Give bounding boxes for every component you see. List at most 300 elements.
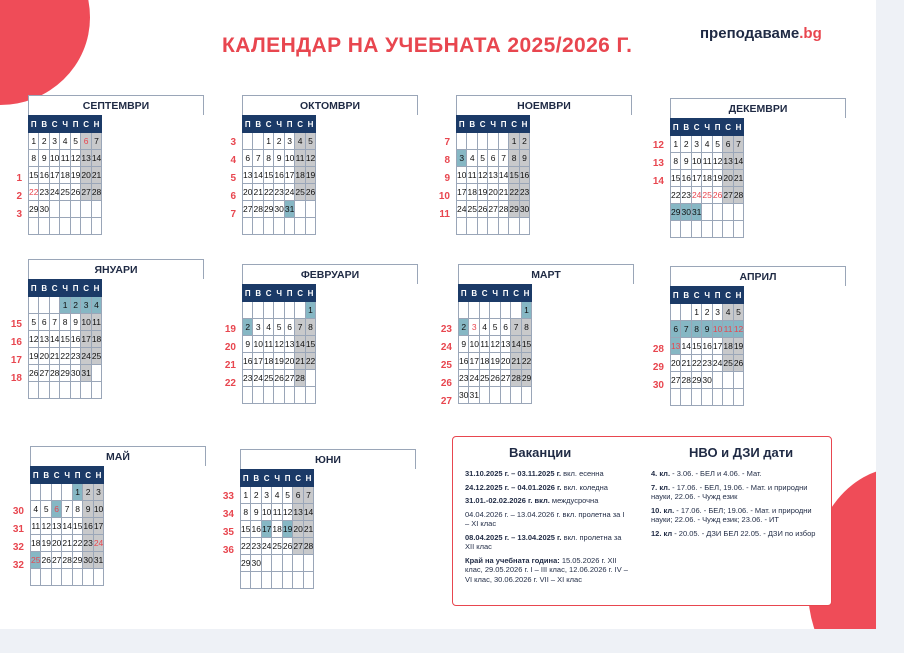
day-cell: 23 [459,370,469,387]
info-line: 04.04.2026 г. – 13.04.2026 г. вкл. пролетна за I – XI клас [465,509,625,528]
day-cell [253,302,263,319]
logo[interactable] [700,25,822,42]
week-number: 33 [222,491,234,502]
week-number: 21 [224,360,236,371]
weekday-header: С [49,280,59,297]
weekday-header: П [671,119,681,136]
day-cell: 10 [261,504,271,521]
day-cell [702,221,712,238]
week-number: 7 [444,137,450,148]
day-cell: 25 [467,201,477,218]
day-cell: 18 [263,353,273,370]
weekday-header: С [295,285,305,302]
day-cell [253,133,263,150]
day-cell: 21 [733,170,743,187]
weekday-header: С [691,119,701,136]
day-cell [41,569,51,586]
day-cell [293,555,303,572]
day-cell: 29 [241,555,251,572]
day-cell: 26 [41,552,51,569]
month-table [28,115,102,235]
day-cell: 4 [60,133,70,150]
day-cell: 18 [479,353,489,370]
day-cell [295,387,305,404]
day-cell: 3 [93,484,103,501]
day-cell [284,218,294,235]
week-number: 32 [12,560,24,571]
day-cell [457,133,467,150]
day-cell: 19 [490,353,500,370]
day-cell: 30 [681,204,691,221]
day-cell: 27 [39,365,49,382]
day-cell: 6 [243,150,253,167]
day-cell: 5 [712,136,722,153]
day-cell: 27 [284,370,294,387]
day-cell: 19 [305,167,315,184]
day-cell: 8 [509,150,519,167]
week-number: 34 [222,509,234,520]
day-cell [284,302,294,319]
day-cell: 2 [251,487,261,504]
day-cell: 12 [41,518,51,535]
day-cell: 4 [295,133,305,150]
day-cell: 29 [60,365,70,382]
day-cell: 29 [263,201,273,218]
day-cell: 16 [83,518,93,535]
day-cell [295,302,305,319]
day-cell: 24 [469,370,479,387]
day-cell: 21 [511,353,521,370]
day-cell: 11 [91,314,101,331]
logo-suffix: .bg [799,25,822,42]
week-number: 30 [652,380,664,391]
weekday-header: Н [303,470,313,487]
month-name: МАРТ [458,264,634,284]
day-cell [500,387,510,404]
day-cell: 16 [251,521,261,538]
day-cell [282,555,292,572]
day-cell: 3 [284,133,294,150]
day-cell: 14 [253,167,263,184]
day-cell [712,372,722,389]
weekday-header: С [477,116,487,133]
day-cell: 28 [498,201,508,218]
day-cell: 8 [72,501,82,518]
month-name: ОКТОМВРИ [242,95,418,115]
day-cell: 25 [723,355,733,372]
day-cell: 25 [272,538,282,555]
day-cell: 29 [671,204,681,221]
day-cell [49,218,59,235]
day-cell: 4 [272,487,282,504]
day-cell [305,218,315,235]
day-cell: 6 [51,501,61,518]
day-cell [521,387,531,404]
day-cell: 30 [39,201,49,218]
weekday-header: Н [733,287,743,304]
day-cell [488,218,498,235]
day-cell: 20 [723,170,733,187]
week-number: 22 [224,378,236,389]
weekday-header: Н [305,285,315,302]
day-cell [93,569,103,586]
day-cell: 9 [702,321,712,338]
month-name: МАЙ [30,446,206,466]
week-number: 23 [440,324,452,335]
day-cell [274,218,284,235]
week-number: 16 [10,337,22,348]
day-cell: 25 [479,370,489,387]
month-table [242,115,316,235]
day-cell: 29 [521,370,531,387]
day-cell: 8 [60,314,70,331]
week-number: 31 [12,524,24,535]
day-cell: 27 [293,538,303,555]
week-number: 20 [224,342,236,353]
weekday-header: С [263,285,273,302]
day-cell: 25 [702,187,712,204]
day-cell: 14 [295,336,305,353]
day-cell [295,201,305,218]
day-cell [243,387,253,404]
day-cell: 6 [39,314,49,331]
weekday-header: С [509,116,519,133]
day-cell: 17 [261,521,271,538]
day-cell: 31 [93,552,103,569]
weekday-header: П [712,119,722,136]
day-cell: 4 [479,319,489,336]
day-cell: 8 [521,319,531,336]
day-cell: 25 [263,370,273,387]
day-cell: 17 [93,518,103,535]
day-cell: 24 [81,348,91,365]
info-line: 7. кл. - 17.06. - БЕЛ, 19.06. - Мат. и природни науки, 22.06. - Чужд език [651,482,808,501]
day-cell [49,382,59,399]
day-cell: 12 [490,336,500,353]
weekday-header: П [243,285,253,302]
day-cell: 17 [49,167,59,184]
weekday-header: Н [733,119,743,136]
month-table [240,469,314,589]
day-cell: 7 [253,150,263,167]
weekday-header: П [284,285,294,302]
day-cell: 9 [681,153,691,170]
weekday-header: П [72,467,82,484]
day-cell: 19 [274,353,284,370]
day-cell [477,218,487,235]
day-cell: 13 [723,153,733,170]
day-cell: 26 [477,201,487,218]
day-cell [691,221,701,238]
day-cell: 3 [712,304,722,321]
weekday-header: С [81,116,91,133]
week-number: 29 [652,362,664,373]
weekday-header: Ч [488,116,498,133]
weekday-header: Ч [274,285,284,302]
day-cell: 13 [51,518,61,535]
week-number: 6 [230,191,236,202]
day-cell [274,387,284,404]
day-cell: 16 [459,353,469,370]
weekday-header: П [500,285,510,302]
nvo-title: НВО и ДЗИ дати [689,445,794,460]
weekday-header: Н [93,467,103,484]
week-number: 26 [440,378,452,389]
day-cell: 22 [29,184,39,201]
day-cell: 11 [60,150,70,167]
day-cell: 5 [41,501,51,518]
weekday-header: С [295,116,305,133]
day-cell [31,569,41,586]
day-cell [49,201,59,218]
weekday-header: С [293,470,303,487]
day-cell [253,218,263,235]
week-number: 18 [10,373,22,384]
day-cell: 10 [253,336,263,353]
day-cell: 19 [733,338,743,355]
day-cell [671,221,681,238]
day-cell: 1 [691,304,701,321]
day-cell [305,370,315,387]
day-cell: 6 [293,487,303,504]
day-cell [261,572,271,589]
day-cell: 28 [91,184,101,201]
weekday-header: П [498,116,508,133]
day-cell: 11 [272,504,282,521]
week-number: 17 [10,355,22,366]
day-cell [293,572,303,589]
day-cell: 22 [691,355,701,372]
day-cell: 9 [274,150,284,167]
day-cell: 14 [49,331,59,348]
day-cell: 11 [467,167,477,184]
day-cell: 7 [681,321,691,338]
week-number: 3 [16,209,22,220]
day-cell: 13 [39,331,49,348]
day-cell: 12 [29,331,39,348]
day-cell [305,387,315,404]
day-cell: 1 [305,302,315,319]
day-cell: 15 [60,331,70,348]
day-cell [60,201,70,218]
info-line: Край на учебната година: 15.05.2026 г. XII клас, 29.05.2026 г. I – III клас, 12.06.2026 г. IV – VI клас, 30.06.2026 г. VII – XI клас [465,555,628,584]
weekday-header: Ч [274,116,284,133]
day-cell: 28 [511,370,521,387]
day-cell: 23 [681,187,691,204]
day-cell: 28 [733,187,743,204]
info-line: 24.12.2025 г. – 04.01.2026 г. вкл. коледна [465,482,608,492]
day-cell [243,302,253,319]
weekday-header: П [712,287,722,304]
day-cell: 12 [274,336,284,353]
weekday-header: В [681,287,691,304]
day-cell: 5 [29,314,39,331]
day-cell: 7 [62,501,72,518]
day-cell: 22 [305,353,315,370]
day-cell: 30 [251,555,261,572]
day-cell: 15 [72,518,82,535]
day-cell [511,302,521,319]
day-cell [681,389,691,406]
day-cell: 5 [282,487,292,504]
day-cell: 30 [702,372,712,389]
week-number: 2 [16,191,22,202]
weekday-header: П [671,287,681,304]
day-cell: 29 [509,201,519,218]
weekday-header: Н [91,280,101,297]
weekday-header: Н [521,285,531,302]
day-cell [702,204,712,221]
day-cell: 14 [733,153,743,170]
day-cell [500,302,510,319]
day-cell: 13 [671,338,681,355]
day-cell [72,569,82,586]
day-cell: 11 [263,336,273,353]
day-cell: 7 [295,319,305,336]
day-cell: 30 [83,552,93,569]
day-cell: 22 [671,187,681,204]
day-cell: 5 [733,304,743,321]
day-cell: 29 [691,372,701,389]
weekday-header: С [723,119,733,136]
day-cell: 6 [500,319,510,336]
weekday-header: П [282,470,292,487]
day-cell: 2 [70,297,80,314]
day-cell: 18 [295,167,305,184]
day-cell: 13 [500,336,510,353]
day-cell: 21 [253,184,263,201]
day-cell: 2 [39,133,49,150]
weekday-header: С [261,470,271,487]
day-cell: 11 [723,321,733,338]
day-cell [282,572,292,589]
day-cell: 11 [31,518,41,535]
day-cell: 26 [70,184,80,201]
day-cell [243,218,253,235]
day-cell: 4 [31,501,41,518]
decorative-blob-top-left [0,0,90,105]
day-cell [519,218,529,235]
info-line: 31.01.-02.02.2026 г. вкл. междусрочна [465,496,599,505]
day-cell: 29 [29,201,39,218]
day-cell: 22 [521,353,531,370]
day-cell: 28 [303,538,313,555]
weekday-header: В [39,116,49,133]
day-cell [251,572,261,589]
day-cell: 19 [477,184,487,201]
day-cell: 1 [72,484,82,501]
day-cell: 3 [691,136,701,153]
week-number: 27 [440,396,452,407]
weekday-header: П [29,280,39,297]
day-cell [691,389,701,406]
day-cell: 21 [303,521,313,538]
day-cell: 23 [702,355,712,372]
month-name: АПРИЛ [670,266,846,286]
day-cell: 13 [81,150,91,167]
day-cell: 27 [671,372,681,389]
weekday-header: П [457,116,467,133]
weekday-header: С [263,116,273,133]
day-cell: 18 [60,167,70,184]
month-name: СЕПТЕМВРИ [28,95,204,115]
week-number: 35 [222,527,234,538]
day-cell [712,389,722,406]
day-cell: 22 [509,184,519,201]
day-cell: 21 [62,535,72,552]
day-cell [303,572,313,589]
day-cell: 25 [295,184,305,201]
day-cell: 24 [284,184,294,201]
day-cell: 2 [459,319,469,336]
weekday-header: П [243,116,253,133]
day-cell: 15 [29,167,39,184]
day-cell: 26 [712,187,722,204]
day-cell: 9 [459,336,469,353]
day-cell: 8 [671,153,681,170]
day-cell: 20 [51,535,61,552]
day-cell: 28 [49,365,59,382]
day-cell: 1 [509,133,519,150]
day-cell [712,204,722,221]
day-cell: 19 [712,170,722,187]
day-cell: 9 [243,336,253,353]
day-cell [70,201,80,218]
day-cell [51,484,61,501]
weekday-header: С [691,287,701,304]
day-cell: 27 [51,552,61,569]
week-number: 24 [440,342,452,353]
weekday-header: В [251,470,261,487]
day-cell: 14 [91,150,101,167]
day-cell [263,218,273,235]
day-cell [733,221,743,238]
day-cell: 10 [81,314,91,331]
page-title: КАЛЕНДАР НА УЧЕБНАТА 2025/2026 Г. [222,34,633,57]
day-cell [274,302,284,319]
week-number: 28 [652,344,664,355]
month-table [458,284,532,404]
day-cell [733,389,743,406]
weekday-header: С [479,285,489,302]
day-cell [479,387,489,404]
day-cell [498,218,508,235]
day-cell [303,555,313,572]
weekday-header: В [41,467,51,484]
day-cell: 30 [519,201,529,218]
day-cell: 8 [305,319,315,336]
day-cell: 21 [295,353,305,370]
day-cell [733,372,743,389]
day-cell: 16 [681,170,691,187]
day-cell: 7 [498,150,508,167]
day-cell [49,297,59,314]
day-cell [243,133,253,150]
day-cell: 17 [81,331,91,348]
day-cell: 22 [60,348,70,365]
day-cell [29,382,39,399]
day-cell: 11 [479,336,489,353]
day-cell: 5 [274,319,284,336]
day-cell: 5 [490,319,500,336]
week-number: 19 [224,324,236,335]
day-cell: 2 [681,136,691,153]
day-cell: 26 [733,355,743,372]
week-number: 7 [230,209,236,220]
weekday-header: Ч [490,285,500,302]
day-cell: 7 [91,133,101,150]
day-cell: 22 [72,535,82,552]
